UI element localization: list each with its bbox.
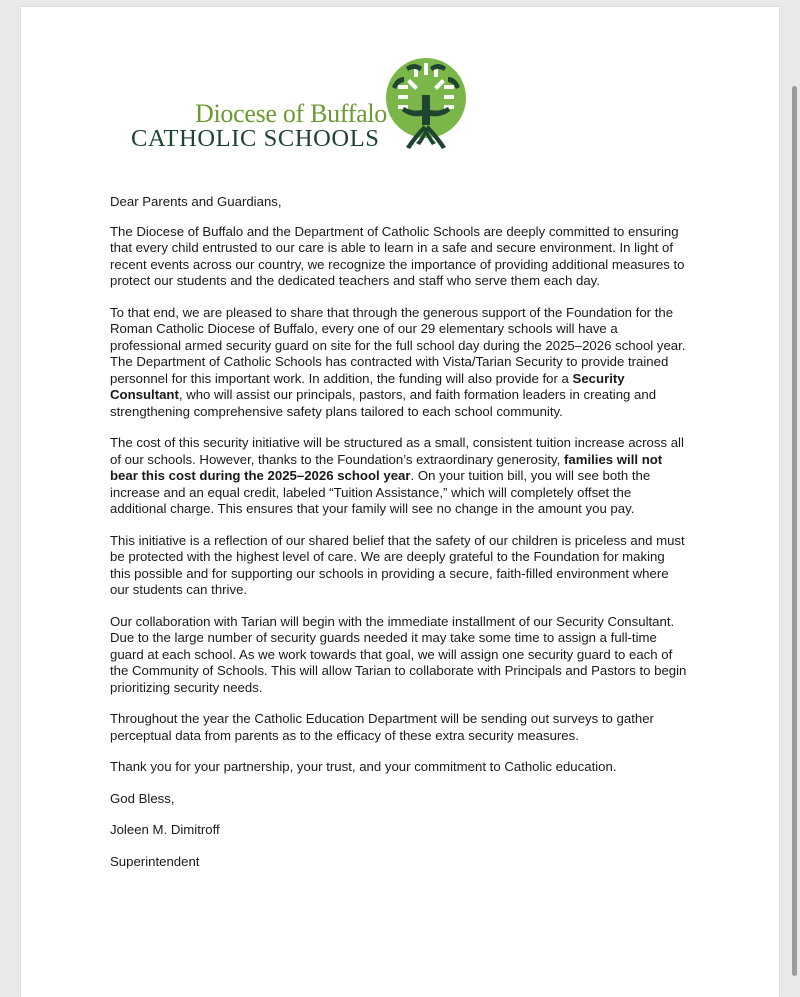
closing: God Bless, bbox=[110, 790, 175, 806]
paragraph-initiative: This initiative is a reflection of our shared belief that the safety of our children is priceless and must be protected with the highest level of care. We are deeply grateful to the Foundation for making this possible and for supporting our schools in providing a secure, faith-filled environment where our students can thrive. bbox=[110, 532, 685, 597]
logo-line-diocese: Diocese of Buffalo bbox=[195, 99, 387, 128]
paragraph-surveys: Throughout the year the Catholic Education Department will be sending out surveys to gather perceptual data from parents as to the efficacy of these extra security measures. bbox=[110, 711, 654, 743]
paragraph-text: To that end, we are pleased to share that through the generous support of the Foundation for the Roman Catholic Diocese of Buffalo, every one of our 29 elementary schools will have a professional armed security guard on site for the full school day during the 2025–2026 school year. The Department of Catholic Schools has contracted with Vista/Tarian Security to provide trained personnel for this important work. In addition, the funding will also provide for a bbox=[110, 304, 686, 386]
paragraph-security-guards bbox=[110, 305, 688, 421]
paragraph-collaboration: Our collaboration with Tarian will begin with the immediate installment of our Security Consultant. Due to the large number of security guards needed it may take some time to assign a full-time guard at each school. As we work towards that goal, we will assign one security guard to each of the Community of Schools. This will allow Tarian to collaborate with Principals and Pastors to begin prioritizing security needs. bbox=[110, 613, 687, 695]
diocese-logo bbox=[131, 55, 471, 151]
signer-title: Superintendent bbox=[110, 853, 200, 869]
scrollbar[interactable] bbox=[792, 86, 797, 976]
letter-body bbox=[110, 194, 688, 885]
tree-logo-icon bbox=[384, 55, 468, 151]
paragraph-text: The cost of this security initiative will be structured as a small, consistent tuition increase across all of our schools. However, thanks to the Foundation’s extraordinary generosity, bbox=[110, 435, 684, 467]
paragraph-cost bbox=[110, 435, 688, 518]
bold-text: families will not bear this cost during the 2025–2026 school year bbox=[110, 451, 663, 483]
paragraph-text: . On your tuition bill, you will see both the increase and an equal credit, labeled “Tuition Assistance,” which will completely offset the additional charge. This ensures that your family will see no change in the amount you pay. bbox=[110, 468, 651, 516]
bold-text: Security Consultant bbox=[110, 370, 625, 402]
logo-line-catholic-schools: CATHOLIC SCHOOLS bbox=[131, 125, 380, 152]
signer-name: Joleen M. Dimitroff bbox=[110, 822, 220, 837]
paragraph-commitment: The Diocese of Buffalo and the Department of Catholic Schools are deeply committed to ensuring that every child entrusted to our care is able to learn in a safe and secure environment. In light of recent events across our country, we recognize the importance of providing additional measures to protect our students and the dedicated teachers and staff who serve them each day. bbox=[110, 223, 685, 288]
paragraph-text: , who will assist our principals, pastors, and faith formation leaders in creating and strengthening comprehensive safety plans tailored to each school community. bbox=[110, 387, 657, 419]
salutation: Dear Parents and Guardians, bbox=[110, 194, 282, 209]
paragraph-thanks: Thank you for your partnership, your trust, and your commitment to Catholic education. bbox=[110, 759, 617, 774]
document-page bbox=[21, 7, 779, 997]
